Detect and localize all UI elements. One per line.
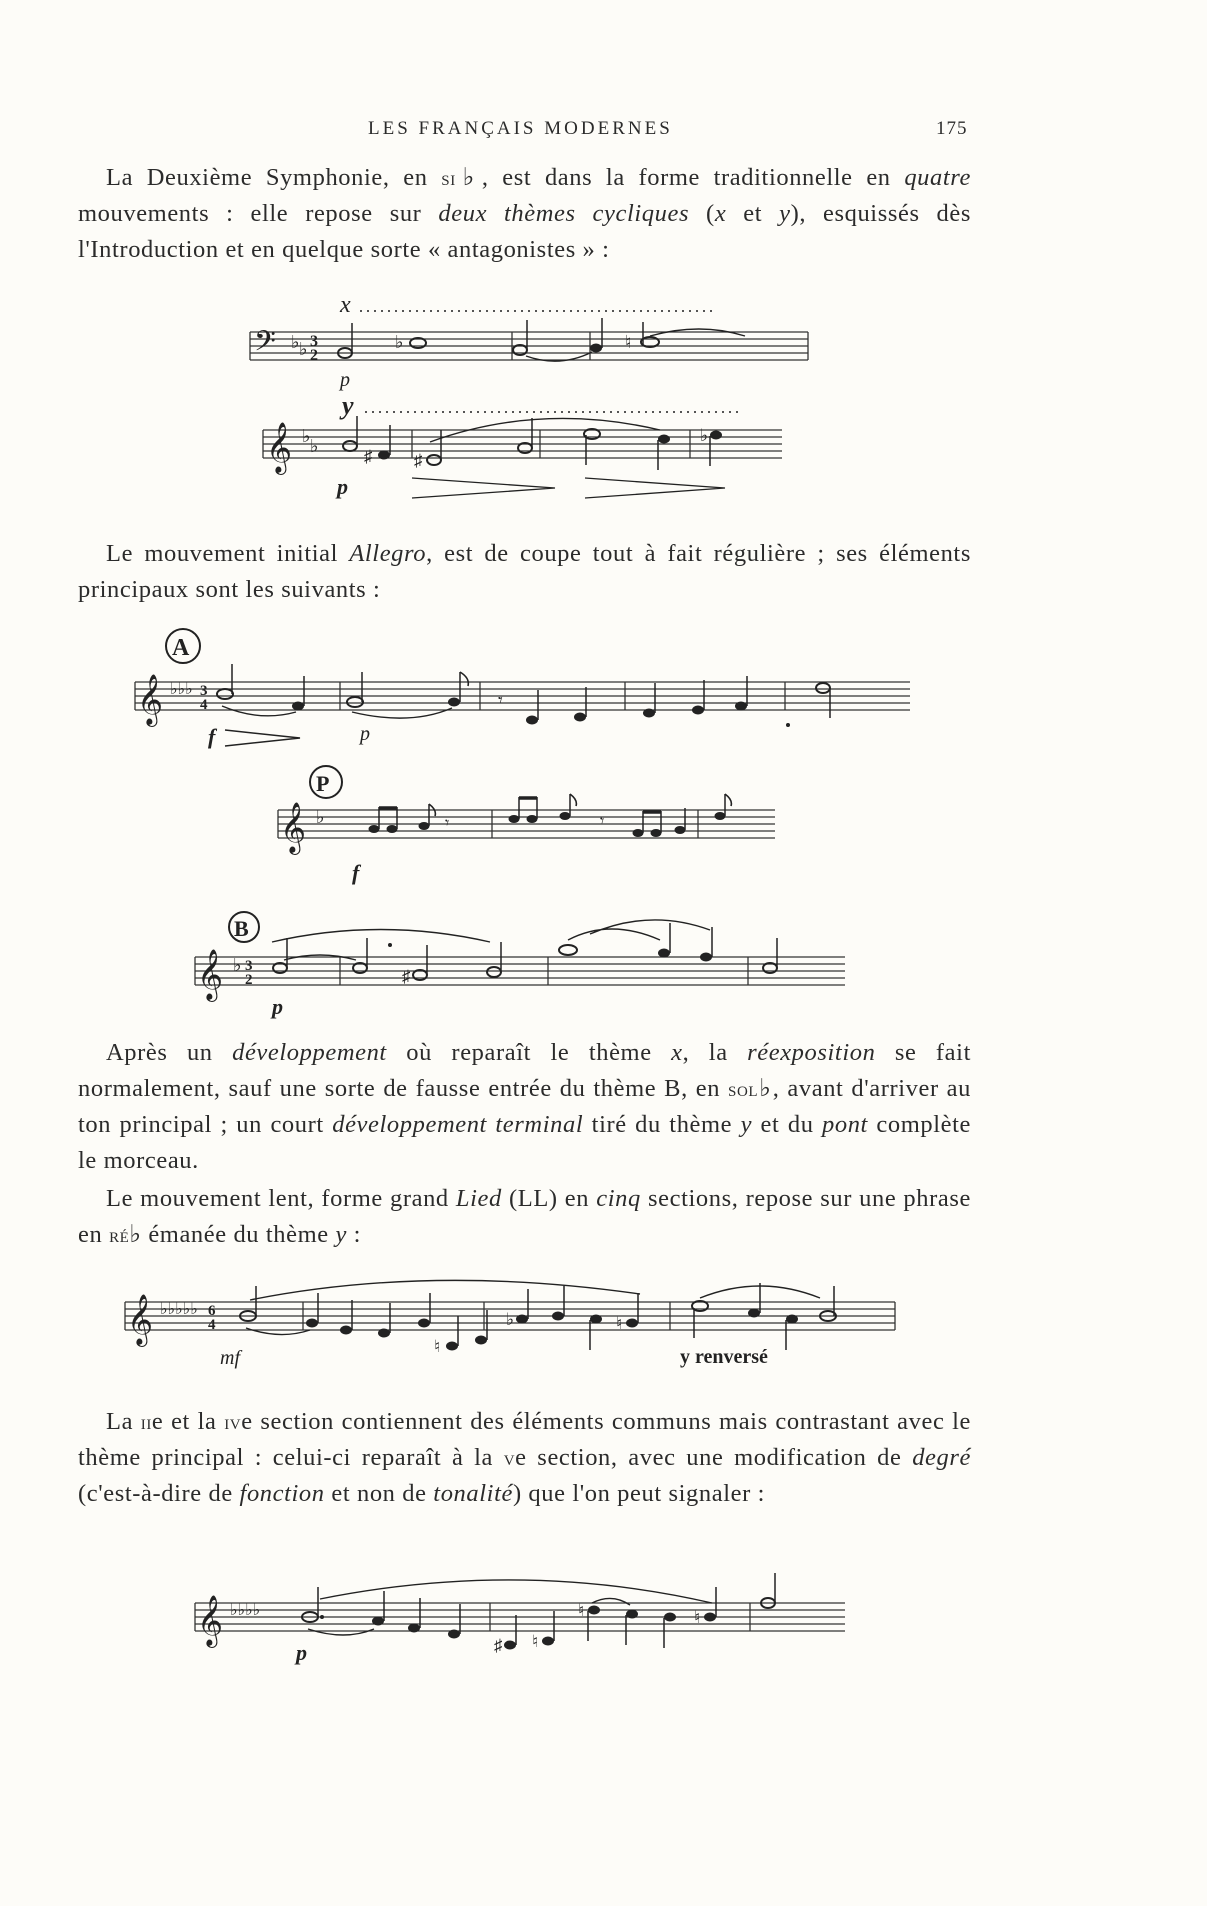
music-example-themes-apb — [0, 622, 1207, 1022]
paragraph-4 — [78, 1181, 971, 1253]
flat-sign-icon: ♭ — [700, 426, 709, 445]
time-signature: 2 — [245, 972, 253, 988]
treble-clef-icon: 𝄞 — [197, 950, 224, 999]
text-run: quatre — [904, 164, 971, 191]
time-signature: 4 — [200, 697, 208, 713]
natural-sign-icon: ♮ — [578, 1601, 585, 1620]
text-run: cinq — [596, 1185, 641, 1212]
text-run: y — [335, 1221, 347, 1248]
text-run: e section, avec une modification de — [515, 1444, 913, 1471]
flat-sign-icon: ♭ — [299, 339, 308, 359]
text-run: pont — [822, 1111, 868, 1138]
text-run: ré — [109, 1222, 130, 1247]
running-title: LES FRANÇAIS MODERNES — [368, 118, 673, 139]
text-run: e section contiennent des éléments communs mais contrastant avec le thème principal : celui-ci reparaît à la — [78, 1408, 971, 1471]
text-run: degré — [912, 1444, 971, 1471]
flat-sign-icon: ♭ — [233, 955, 242, 975]
text-run: tiré du thème — [583, 1111, 741, 1138]
flat-sign-icon: ♭ — [291, 332, 300, 352]
dynamic-p: p — [296, 1640, 307, 1665]
flat-sign-icon: ♭ — [395, 332, 404, 352]
flat-sign-icon: ♭ — [310, 436, 319, 456]
sharp-sign-icon: ♯ — [414, 451, 423, 470]
flat-sign-icon: ♭♭♭♭ — [230, 1602, 261, 1619]
text-run: ii — [140, 1409, 152, 1434]
paragraph-3 — [78, 1035, 971, 1179]
text-run: La — [106, 1408, 141, 1435]
time-signature: 3 — [310, 333, 318, 350]
dynamic-mf: mf — [220, 1347, 240, 1369]
theme-b-label: B — [234, 916, 249, 941]
flat-sign-icon: ♭♭♭ — [170, 681, 193, 698]
text-run: : — [346, 1221, 362, 1248]
text-run: Le mouvement initial — [106, 540, 350, 567]
text-run: et du — [752, 1111, 822, 1138]
text-run: deux thèmes cycliques — [438, 200, 690, 227]
natural-sign-icon: ♮ — [532, 1632, 539, 1651]
time-signature: 3 — [200, 683, 208, 699]
text-run: , est de coupe tout à fait régulière ; ses éléments principaux sont les suivants : — [78, 540, 971, 603]
text-run: fonction — [239, 1480, 325, 1507]
text-run: iv — [224, 1409, 242, 1434]
text-run: Lied — [455, 1185, 502, 1212]
flat-sign-icon: ♭ — [302, 426, 311, 446]
time-signature: 4 — [208, 1317, 216, 1333]
text-run: et — [726, 200, 780, 227]
theme-a-label: A — [172, 635, 190, 661]
text-run: ) que l'on peut signaler : — [512, 1480, 765, 1507]
natural-sign-icon: ♮ — [694, 1608, 701, 1627]
text-run: ♭, avant d'arriver au ton principal ; un court — [78, 1075, 971, 1138]
rest-icon: 𝄾 — [600, 813, 605, 830]
dynamic-p: p — [340, 369, 350, 391]
y-renverse-label: y renversé — [680, 1346, 768, 1368]
treble-clef-icon: 𝄞 — [266, 423, 293, 472]
text-run: sections, repose sur une phrase en — [78, 1185, 971, 1248]
dynamic-f: f — [208, 724, 216, 749]
sharp-sign-icon: ♯ — [402, 967, 411, 986]
text-run: , la — [682, 1039, 748, 1066]
flat-sign-icon: ♭ — [316, 807, 325, 827]
music-example-slow-movement — [0, 1270, 1207, 1380]
text-run: ( — [689, 200, 715, 227]
treble-clef-icon: 𝄞 — [127, 1295, 154, 1344]
text-run: (c'est-à-dire de — [78, 1480, 240, 1507]
text-run: complète le morceau. — [78, 1111, 972, 1174]
paragraph-5 — [78, 1404, 971, 1512]
text-run: tonalité — [433, 1480, 513, 1507]
paragraph-1 — [78, 160, 971, 268]
text-run: Après un — [106, 1039, 233, 1066]
treble-clef-icon: 𝄞 — [197, 1596, 224, 1645]
dynamic-f: f — [352, 860, 360, 885]
text-run: ), esquissés dès l'Introduction et en quelque sorte « antagonistes » : — [78, 200, 971, 263]
text-run: développement terminal — [332, 1111, 584, 1138]
flat-sign-icon: ♭♭♭♭♭ — [160, 1301, 198, 1318]
rest-icon: 𝄾 — [498, 690, 503, 710]
natural-sign-icon: ♮ — [616, 1314, 623, 1333]
text-run: sol — [728, 1076, 759, 1101]
text-run: mouvements : elle repose sur — [78, 200, 439, 227]
theme-y-label: y — [342, 391, 354, 420]
page-number: 175 — [936, 118, 968, 139]
text-run: ♭ émanée du thème — [129, 1221, 336, 1248]
text-run: où reparaît le thème — [386, 1039, 672, 1066]
text-run: se fait normalement, sauf une sorte de fausse entrée du thème B, en — [78, 1039, 971, 1102]
rest-icon: 𝄾 — [445, 815, 450, 832]
theme-x-label: x — [340, 292, 351, 318]
sharp-sign-icon: ♯ — [494, 1636, 503, 1655]
text-run: x — [671, 1039, 683, 1066]
text-run: ♭, est dans la forme traditionnelle en — [455, 164, 905, 191]
paragraph-2 — [78, 536, 971, 608]
text-run: e et la — [151, 1408, 225, 1435]
text-run: (LL) en — [501, 1185, 597, 1212]
text-run: y — [779, 200, 791, 227]
music-example-themes-xy — [0, 290, 1207, 515]
treble-clef-icon: 𝄞 — [137, 675, 164, 724]
time-signature: 3 — [245, 958, 253, 974]
dynamic-p: p — [360, 723, 370, 745]
text-run: si — [441, 165, 456, 190]
text-run: Le mouvement lent, forme grand — [106, 1185, 456, 1212]
text-run: développement — [232, 1039, 387, 1066]
text-run: y — [740, 1111, 753, 1138]
natural-sign-icon: ♮ — [434, 1337, 441, 1356]
time-signature: 2 — [310, 347, 318, 364]
text-run: La Deuxième Symphonie, en — [106, 164, 442, 191]
flat-sign-icon: ♭ — [506, 1310, 515, 1329]
bass-clef-icon: 𝄢 — [254, 327, 276, 364]
text-run: x — [714, 200, 727, 227]
time-signature: 6 — [208, 1303, 216, 1319]
treble-clef-icon: 𝄞 — [280, 803, 307, 852]
dynamic-p: p — [337, 474, 348, 499]
text-run: et non de — [324, 1480, 434, 1507]
text-run: v — [503, 1445, 516, 1470]
music-example-degree-modification — [0, 1565, 1207, 1665]
dynamic-p: p — [272, 994, 283, 1019]
theme-p-label: P — [316, 771, 330, 796]
sharp-sign-icon: ♯ — [364, 447, 373, 466]
text-run: réexposition — [747, 1039, 876, 1066]
text-run: Allegro — [349, 540, 427, 567]
natural-sign-icon: ♮ — [625, 332, 632, 352]
